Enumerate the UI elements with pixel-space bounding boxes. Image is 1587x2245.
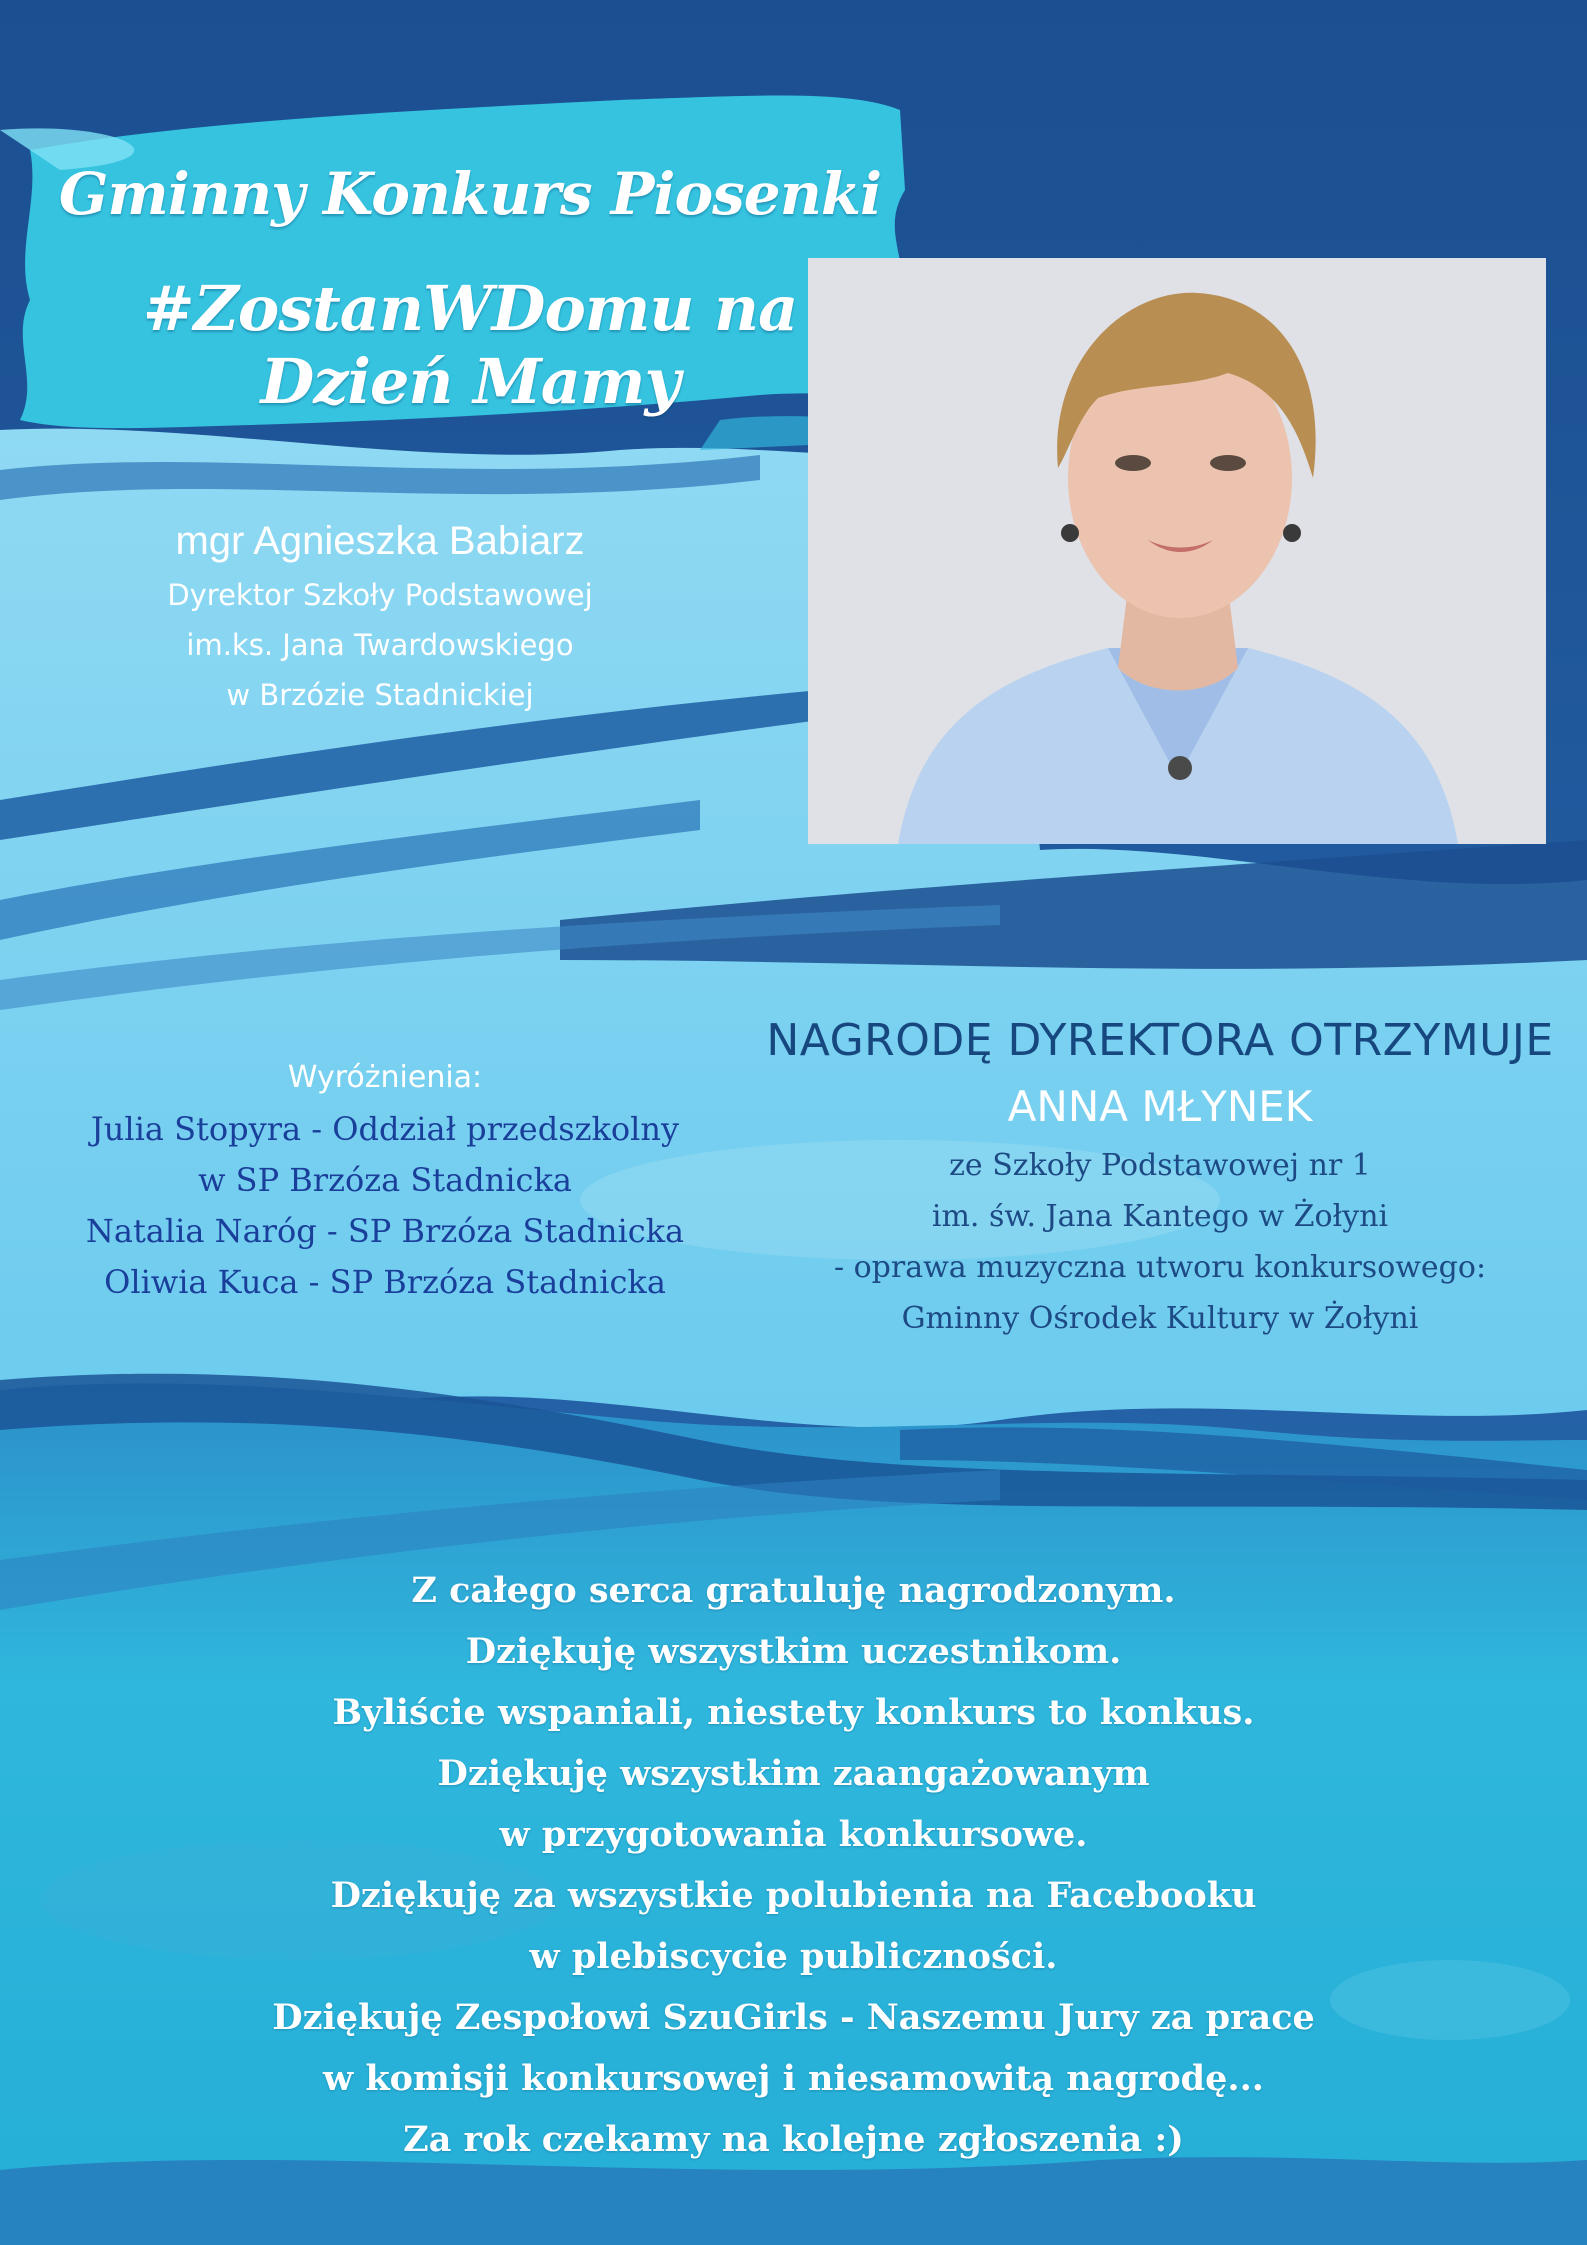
poster-title-line-1: Gminny Konkurs Piosenki: [58, 160, 882, 228]
honor-line: Julia Stopyra - Oddział przedszkolny: [90, 1110, 680, 1148]
honor-line: Oliwia Kuca - SP Brzóza Stadnicka: [104, 1263, 666, 1301]
thanks-line: Dziękuję wszystkim uczestnikom.: [465, 1631, 1122, 1672]
thanks-line: w plebiscycie publiczności.: [529, 1936, 1058, 1977]
director-info: [70, 512, 690, 720]
thanks-line: Dziękuję za wszystkie polubienia na Facebooku: [330, 1875, 1257, 1916]
honor-line: Natalia Naróg - SP Brzóza Stadnicka: [85, 1212, 685, 1250]
honors-heading: Wyróżnienia:: [287, 1060, 483, 1095]
thanks-line: w przygotowania konkursowe.: [499, 1814, 1088, 1855]
thanks-line: Dziękuję Zespołowi SzuGirls - Naszemu Jury za prace: [272, 1997, 1315, 2038]
award-detail-line: - oprawa muzyczna utworu konkursowego:: [833, 1250, 1487, 1285]
director-school-patron: im.ks. Jana Twardowskiego: [186, 628, 574, 662]
portrait-photo: [808, 258, 1546, 844]
thanks-line: Z całego serca gratuluję nagrodzonym.: [411, 1570, 1176, 1611]
award-winner-name: ANNA MŁYNEK: [1007, 1082, 1313, 1131]
director-name: mgr Agnieszka Babiarz: [175, 519, 585, 563]
portrait-photo-icon: [808, 258, 1546, 844]
thanks-line: w komisji konkursowej i niesamowitą nagrodę...: [323, 2058, 1264, 2099]
poster-title-line-2: #ZostanWDomu na Dzień Mamy: [142, 272, 798, 418]
director-award-section: [745, 1008, 1575, 1344]
director-title: Dyrektor Szkoły Podstawowej: [167, 578, 593, 612]
award-heading: NAGRODĘ DYREKTORA OTRZYMUJE: [766, 1015, 1554, 1066]
director-school-location: w Brzózie Stadnickiej: [226, 678, 534, 712]
honor-line: w SP Brzóza Stadnicka: [198, 1161, 572, 1199]
award-detail-line: ze Szkoły Podstawowej nr 1: [949, 1148, 1371, 1183]
award-detail-line: im. św. Jana Kantego w Żołyni: [931, 1199, 1389, 1234]
thanks-message: [130, 1560, 1457, 2170]
thanks-line: Dziękuję wszystkim zaangażowanym: [437, 1753, 1150, 1794]
honors-section: [50, 1052, 720, 1308]
award-detail-line: Gminny Ośrodek Kultury w Żołyni: [901, 1301, 1419, 1336]
thanks-line: Za rok czekamy na kolejne zgłoszenia :): [403, 2119, 1184, 2160]
thanks-line: Byliście wspaniali, niestety konkurs to konkus.: [332, 1692, 1255, 1733]
